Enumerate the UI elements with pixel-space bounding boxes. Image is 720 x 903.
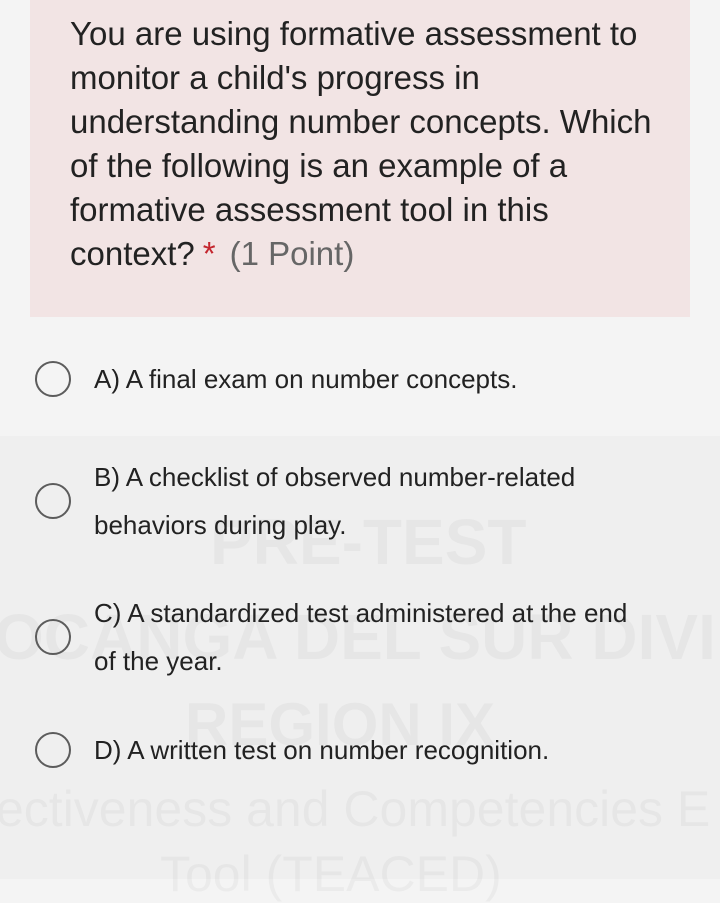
option-label[interactable]: A) A final exam on number concepts. — [94, 364, 518, 394]
radio-button[interactable] — [35, 483, 71, 519]
points-label: (1 Point) — [229, 235, 355, 272]
option-label[interactable]: C) A standardized test administered at the end of the year. — [94, 598, 628, 676]
radio-button[interactable] — [35, 732, 71, 768]
question-title — [70, 12, 670, 276]
option-label[interactable]: B) A checklist of observed number-related behaviors during play. — [94, 462, 576, 540]
required-marker: * — [202, 235, 216, 272]
watermark-line — [0, 780, 710, 838]
question-card — [30, 0, 690, 317]
radio-button[interactable] — [35, 361, 71, 397]
option-label[interactable]: D) A written test on number recognition. — [94, 735, 550, 765]
question-text: You are using formative assessment to monitor a child's progress in understanding number concepts. Which of the following is an example of a formative assessment tool in this context? — [70, 15, 652, 272]
radio-button[interactable] — [35, 619, 71, 655]
watermark-line — [160, 845, 502, 903]
